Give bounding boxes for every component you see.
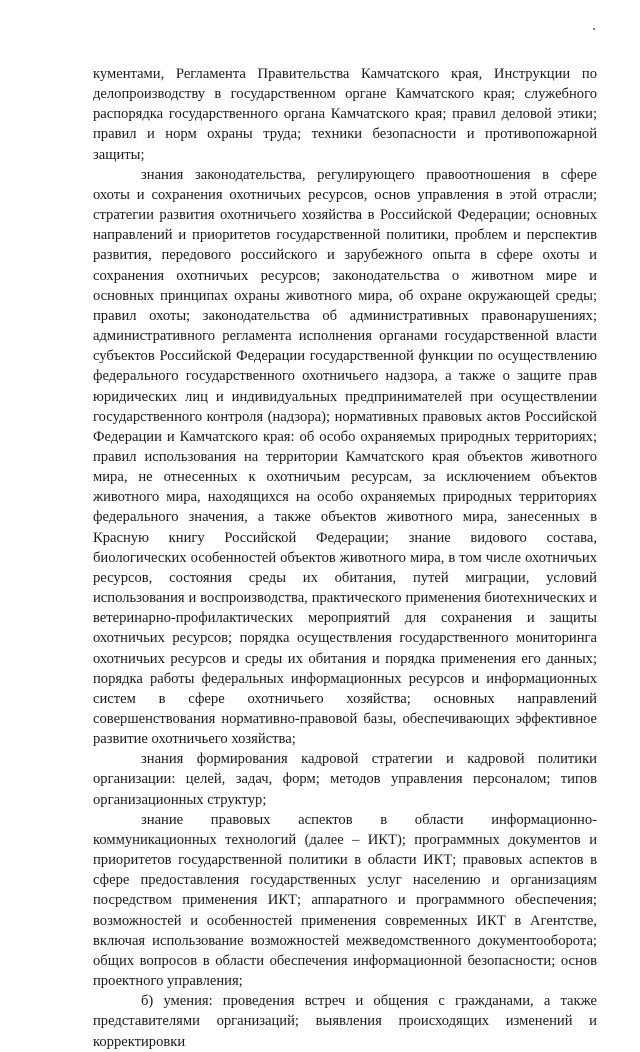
paragraph-continuation: кументами, Регламента Правительства Камчатского края, Инструкции по делопроизводству в государственном органе Камчатского края; служебного распорядка государственного органа Камчатского края; правил деловой этики; правил и норм охраны труда; техники безопасности и противопожарной защиты; xyxy=(93,66,597,163)
paragraph-legislation-knowledge: знания законодательства, регулирующего правоотношения в сфере охоты и сохранения охотничьих ресурсов, основ управления в этой отрасли; стратегии развития охотничьего хозяйства в Российской Федерации; основных направлений и приоритетов государственной политики, проблем и перспектив развития, передового российского и зарубежного опыта в сфере охоты и сохранения охотничьих ресурсов; законодательства о животном мире и основных принципах охраны животного мира, об охране окружающей среды; правил охоты; законодательства об административных правонарушениях; административного регламента исполнения органами государственной власти субъектов Российской Федерации государственной функции по осуществлению федерального государственного охотничьего надзора, а также о защите прав юридических лиц и индивидуальных предпринимателей при осуществлении государственного контроля (надзора); нормативных правовых актов Российской Федерации и Камчатского края: об особо охраняемых природных территориях; правил использования на территории Камчатского края объектов животного мира, не отнесенных к охотничьим ресурсам, за исключением объектов животного мира, находящихся на особо охраняемых природных территориях федерального значения, а также объектов животного мира, занесенных в Красную книгу Российской Федерации; знание видового состава, биологических особенностей объектов животного мира, в том числе охотничьих ресурсов, состояния среды их обитания, путей миграции, условий использования и воспроизводства, практического применения биотехнических и ветеринарно-профилактических мероприятий для сохранения и защиты охотничьих ресурсов; порядка осуществления государственного мониторинга охотничьих ресурсов и среды их обитания и порядка применения его данных; порядка работы федеральных информационных ресурсов и информационных систем в сфере охотничьего хозяйства; основных направлений совершенствования нормативно-правовой базы, обеспечивающих эффективное развитие охотничьего хозяйства; xyxy=(93,166,597,748)
paragraph-hr-knowledge: знания формирования кадровой стратегии и кадровой политики организации: целей, задач, форм; методов управления персоналом; типов организационных структур; xyxy=(93,751,597,808)
paragraph-skills: б) умения: проведения встреч и общения с гражданами, а также представителями организаций; выявления происходящих изменений и корректировки xyxy=(93,993,597,1050)
paragraph-ict-knowledge: знание правовых аспектов в области информационно-коммуникационных технологий (далее – ИКТ); программных документов и приоритетов государственной политики в области ИКТ; правовых аспектов в сфере предоставления государственных услуг населению и организациям посредством применения ИКТ; аппаратного и программного обеспечения; возможностей и особенностей применения современных ИКТ в Агентстве, включая использование возможностей межведомственного документооборота; общих вопросов в области обеспечения информационной безопасности; основ проектного управления; xyxy=(93,811,597,990)
document-body xyxy=(93,64,597,1052)
scan-speck xyxy=(593,28,595,30)
